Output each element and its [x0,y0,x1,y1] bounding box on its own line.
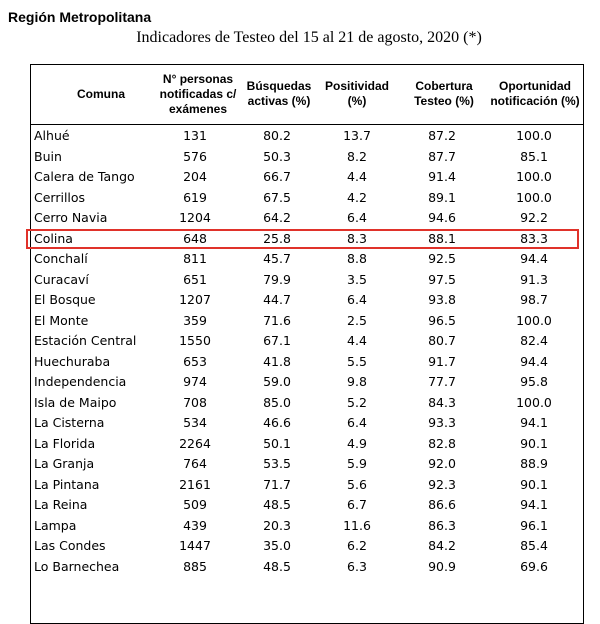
cell-comuna: El Bosque [34,292,96,307]
cell-positividad: 4.2 [347,189,367,205]
table-row [31,536,583,556]
cell-personas-notificadas: 619 [183,189,207,205]
cell-personas-notificadas: 764 [183,456,207,471]
cell-personas-notificadas: 1447 [179,538,211,553]
cell-positividad: 6.2 [347,538,367,553]
cell-busquedas-activas: 59.0 [263,374,291,389]
header-positividad: Positividad (%) [324,79,389,108]
cell-oportunidad-notificacion: 83.3 [520,230,548,246]
cell-cobertura-testeo: 92.5 [428,251,456,266]
cell-positividad: 4.9 [347,435,367,451]
cell-personas-notificadas: 576 [183,148,207,164]
table-row [31,126,583,146]
cell-comuna: Independencia [34,374,127,389]
table-row [31,557,583,577]
cell-busquedas-activas: 35.0 [263,538,291,553]
cell-positividad: 11.6 [343,517,371,533]
cell-busquedas-activas: 67.5 [263,189,291,205]
cell-cobertura-testeo: 93.3 [428,415,456,430]
cell-oportunidad-notificacion: 85.1 [520,148,548,164]
cell-personas-notificadas: 1204 [179,210,211,225]
cell-personas-notificadas: 131 [183,128,207,143]
cell-personas-notificadas: 439 [183,517,207,533]
cell-personas-notificadas: 1550 [179,333,211,348]
cell-cobertura-testeo: 80.7 [428,333,456,348]
cell-personas-notificadas: 653 [183,353,207,369]
table-row [31,393,583,413]
table-row [31,311,583,331]
cell-personas-notificadas: 534 [183,415,207,430]
cell-positividad: 9.8 [347,374,367,389]
cell-busquedas-activas: 48.5 [263,497,291,512]
cell-oportunidad-notificacion: 91.3 [520,271,548,287]
cell-busquedas-activas: 64.2 [263,210,291,225]
cell-comuna: Alhué [34,128,70,143]
cell-busquedas-activas: 48.5 [263,558,291,574]
cell-cobertura-testeo: 92.0 [428,456,456,471]
cell-comuna: Lampa [34,517,77,533]
table-row [31,208,583,228]
cell-oportunidad-notificacion: 95.8 [520,374,548,389]
cell-comuna: Las Condes [34,538,106,553]
cell-comuna: La Reina [34,497,88,512]
cell-busquedas-activas: 71.7 [263,476,291,492]
cell-comuna: Calera de Tango [34,169,135,184]
cell-positividad: 6.4 [347,415,367,430]
cell-positividad: 13.7 [343,128,371,143]
cell-cobertura-testeo: 84.3 [428,394,456,410]
table-row [31,270,583,290]
cell-personas-notificadas: 2161 [179,476,211,492]
cell-busquedas-activas: 25.8 [263,230,291,246]
cell-comuna: Lo Barnechea [34,558,120,574]
cell-cobertura-testeo: 93.8 [428,292,456,307]
cell-busquedas-activas: 85.0 [263,394,291,410]
table-row [31,495,583,515]
cell-cobertura-testeo: 86.3 [428,517,456,533]
cell-oportunidad-notificacion: 92.2 [520,210,548,225]
cell-oportunidad-notificacion: 88.9 [520,456,548,471]
cell-oportunidad-notificacion: 90.1 [520,435,548,451]
cell-oportunidad-notificacion: 100.0 [516,169,552,184]
cell-busquedas-activas: 50.1 [263,435,291,451]
cell-oportunidad-notificacion: 69.6 [520,558,548,574]
document-title: Indicadores de Testeo del 15 al 21 de agosto, 2020 (*) [136,29,482,46]
cell-comuna: Conchalí [34,251,88,266]
table-row [31,352,583,372]
cell-oportunidad-notificacion: 94.4 [520,251,548,266]
cell-oportunidad-notificacion: 85.4 [520,538,548,553]
cell-busquedas-activas: 80.2 [263,128,291,143]
cell-cobertura-testeo: 87.2 [428,128,456,143]
cell-cobertura-testeo: 77.7 [428,374,456,389]
cell-positividad: 5.2 [347,394,367,410]
cell-busquedas-activas: 79.9 [263,271,291,287]
cell-positividad: 5.5 [347,353,367,369]
cell-personas-notificadas: 708 [183,394,207,410]
cell-positividad: 8.2 [347,148,367,164]
cell-busquedas-activas: 50.3 [263,148,291,164]
cell-comuna: La Pintana [34,476,100,492]
cell-personas-notificadas: 509 [183,497,207,512]
table-row [31,475,583,495]
cell-comuna: Buin [34,148,62,164]
cell-comuna: Cerro Navia [34,210,108,225]
cell-personas-notificadas: 204 [183,169,207,184]
cell-cobertura-testeo: 84.2 [428,538,456,553]
cell-positividad: 4.4 [347,169,367,184]
header-divider [31,124,583,125]
cell-busquedas-activas: 53.5 [263,456,291,471]
cell-busquedas-activas: 66.7 [263,169,291,184]
cell-personas-notificadas: 648 [183,230,207,246]
cell-personas-notificadas: 359 [183,312,207,328]
cell-busquedas-activas: 20.3 [263,517,291,533]
cell-comuna: Isla de Maipo [34,394,117,410]
cell-positividad: 6.3 [347,558,367,574]
cell-positividad: 4.4 [347,333,367,348]
cell-busquedas-activas: 71.6 [263,312,291,328]
cell-oportunidad-notificacion: 100.0 [516,128,552,143]
cell-positividad: 3.5 [347,271,367,287]
cell-positividad: 5.6 [347,476,367,492]
cell-personas-notificadas: 974 [183,374,207,389]
cell-cobertura-testeo: 90.9 [428,558,456,574]
cell-cobertura-testeo: 86.6 [428,497,456,512]
cell-personas-notificadas: 2264 [179,435,211,451]
table-row [31,290,583,310]
cell-oportunidad-notificacion: 98.7 [520,292,548,307]
cell-busquedas-activas: 67.1 [263,333,291,348]
header-cobertura-testeo: Cobertura Testeo (%) [414,79,474,108]
cell-oportunidad-notificacion: 94.1 [520,415,548,430]
table-row [31,331,583,351]
table-row [31,413,583,433]
table-header [31,66,583,122]
cell-cobertura-testeo: 88.1 [428,230,456,246]
cell-busquedas-activas: 41.8 [263,353,291,369]
region-label: Región Metropolitana [8,9,152,25]
cell-comuna: La Granja [34,456,95,471]
header-busquedas-activas: Búsquedas activas (%) [246,79,312,108]
table-row [31,147,583,167]
cell-oportunidad-notificacion: 94.4 [520,353,548,369]
header-oportunidad-notificacion: Oportunidad notificación (%) [490,79,580,108]
table-row [31,434,583,454]
cell-cobertura-testeo: 97.5 [428,271,456,287]
cell-cobertura-testeo: 92.3 [428,476,456,492]
cell-positividad: 6.4 [347,292,367,307]
cell-busquedas-activas: 44.7 [263,292,291,307]
highlight-box [26,229,579,249]
cell-cobertura-testeo: 82.8 [428,435,456,451]
cell-comuna: Huechuraba [34,353,111,369]
cell-cobertura-testeo: 87.7 [428,148,456,164]
cell-oportunidad-notificacion: 94.1 [520,497,548,512]
cell-positividad: 2.5 [347,312,367,328]
header-personas-notificadas: N° personas notificadas c/ exámenes [159,71,237,116]
cell-oportunidad-notificacion: 82.4 [520,333,548,348]
header-comuna: Comuna [77,86,125,101]
cell-personas-notificadas: 885 [183,558,207,574]
cell-comuna: Cerrillos [34,189,86,205]
cell-positividad: 6.7 [347,497,367,512]
table-row [31,167,583,187]
cell-positividad: 6.4 [347,210,367,225]
cell-oportunidad-notificacion: 96.1 [520,517,548,533]
cell-positividad: 5.9 [347,456,367,471]
cell-oportunidad-notificacion: 100.0 [516,189,552,205]
cell-comuna: El Monte [34,312,89,328]
cell-oportunidad-notificacion: 100.0 [516,394,552,410]
table-row [31,372,583,392]
cell-positividad: 8.3 [347,230,367,246]
cell-cobertura-testeo: 89.1 [428,189,456,205]
cell-personas-notificadas: 811 [183,251,207,266]
table-row [31,249,583,269]
cell-positividad: 8.8 [347,251,367,266]
cell-cobertura-testeo: 94.6 [428,210,456,225]
cell-comuna: La Cisterna [34,415,105,430]
cell-cobertura-testeo: 96.5 [428,312,456,328]
cell-oportunidad-notificacion: 100.0 [516,312,552,328]
cell-oportunidad-notificacion: 90.1 [520,476,548,492]
cell-personas-notificadas: 1207 [179,292,211,307]
table-row [31,454,583,474]
cell-comuna: Estación Central [34,333,137,348]
cell-comuna: Curacaví [34,271,89,287]
table-row [31,188,583,208]
table-row [31,516,583,536]
cell-comuna: La Florida [34,435,96,451]
cell-busquedas-activas: 46.6 [263,415,291,430]
cell-cobertura-testeo: 91.4 [428,169,456,184]
cell-cobertura-testeo: 91.7 [428,353,456,369]
cell-personas-notificadas: 651 [183,271,207,287]
cell-comuna: Colina [34,230,73,246]
cell-busquedas-activas: 45.7 [263,251,291,266]
